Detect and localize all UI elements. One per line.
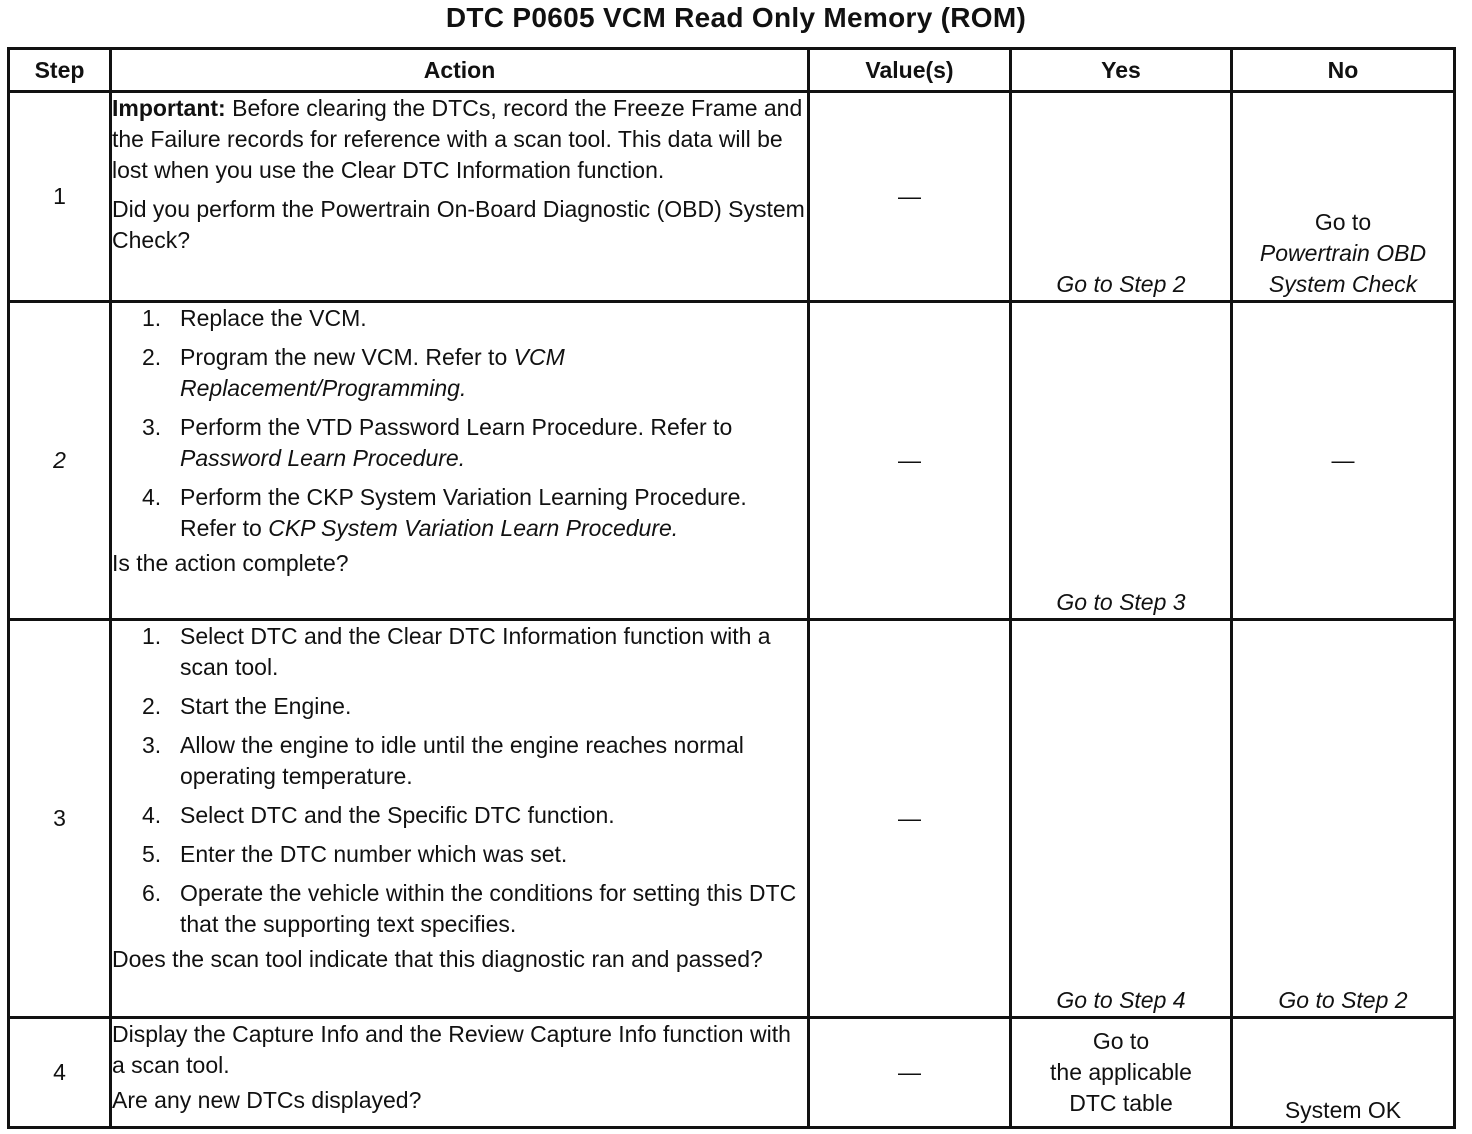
step-item-text: Program the new VCM. Refer to xyxy=(180,344,514,370)
step-number: 3 xyxy=(9,620,111,1018)
step-item-text: Perform the CKP System Variation Learning Procedure. Refer to xyxy=(180,484,747,541)
value-cell: — xyxy=(809,620,1011,1018)
value-cell: — xyxy=(809,302,1011,620)
header-step: Step xyxy=(9,49,111,92)
header-no: No xyxy=(1232,49,1455,92)
important-note xyxy=(112,93,807,186)
step-item-text: Operate the vehicle within the conditions for setting this DTC that the supporting text specifies. xyxy=(180,880,797,937)
step-item-number: 2. xyxy=(142,693,162,719)
yes-cell xyxy=(1011,1018,1232,1128)
action-question: Are any new DTCs displayed? xyxy=(112,1087,422,1113)
step-number: 2 xyxy=(9,302,111,620)
no-line-2: Powertrain OBD System Check xyxy=(1259,240,1427,297)
yes-line-1: Go to xyxy=(1092,1028,1150,1054)
no-cell: — xyxy=(1232,302,1455,620)
header-row xyxy=(9,49,1455,92)
step-item-reference: CKP System Variation Learn Procedure. xyxy=(268,515,679,541)
yes-line-3: DTC table xyxy=(1069,1090,1173,1116)
table-row xyxy=(9,302,1455,620)
important-text: Before clearing the DTCs, record the Freeze Frame and the Failure records for reference with a scan tool. This data will be lost when you use the Clear DTC Information function. xyxy=(112,95,803,183)
action-cell xyxy=(111,92,809,302)
no-cell xyxy=(1232,92,1455,302)
step-item-text: Start the Engine. xyxy=(180,693,352,719)
yes-cell: Go to Step 2 xyxy=(1011,92,1232,302)
value-cell: — xyxy=(809,1018,1011,1128)
action-question: Is the action complete? xyxy=(112,550,349,576)
step-item-text: Replace the VCM. xyxy=(180,305,367,331)
yes-cell: Go to Step 3 xyxy=(1011,302,1232,620)
step-item-text: Perform the VTD Password Learn Procedure. Refer to xyxy=(180,414,733,440)
step-item-number: 1. xyxy=(142,305,162,331)
step-item-number: 3. xyxy=(142,732,162,758)
step-item-number: 4. xyxy=(142,484,162,510)
action-cell xyxy=(111,1018,809,1128)
action-step xyxy=(112,839,807,870)
step-item-reference: Password Learn Procedure. xyxy=(180,445,466,471)
no-cell: Go to Step 2 xyxy=(1232,620,1455,1018)
step-item-number: 5. xyxy=(142,841,162,867)
action-question: Did you perform the Powertrain On-Board Diagnostic (OBD) System Check? xyxy=(112,196,805,253)
step-item-number: 2. xyxy=(142,344,162,370)
step-item-reference: VCM Replacement/Programming. xyxy=(180,344,565,401)
table-row xyxy=(9,92,1455,302)
step-item-text: Enter the DTC number which was set. xyxy=(180,841,568,867)
step-item-text: Select DTC and the Specific DTC function. xyxy=(180,802,615,828)
no-line-1: Go to xyxy=(1314,209,1372,235)
table-row xyxy=(9,620,1455,1018)
step-number: 4 xyxy=(9,1018,111,1128)
action-cell xyxy=(111,620,809,1018)
step-item-number: 1. xyxy=(142,623,162,649)
step-item-number: 3. xyxy=(142,414,162,440)
dtc-table xyxy=(7,47,1456,1129)
step-item-text: Allow the engine to idle until the engine reaches normal operating temperature. xyxy=(180,732,744,789)
value-cell: — xyxy=(809,92,1011,302)
action-cell xyxy=(111,302,809,620)
action-step xyxy=(112,342,807,404)
step-number: 1 xyxy=(9,92,111,302)
action-step xyxy=(112,412,807,474)
action-steps xyxy=(112,303,807,544)
step-item-number: 6. xyxy=(142,880,162,906)
step-item-text: Select DTC and the Clear DTC Information function with a scan tool. xyxy=(180,623,771,680)
action-step xyxy=(112,800,807,831)
yes-cell: Go to Step 4 xyxy=(1011,620,1232,1018)
action-step xyxy=(112,878,807,940)
action-steps xyxy=(112,621,807,940)
action-question: Does the scan tool indicate that this diagnostic ran and passed? xyxy=(112,946,763,972)
header-action: Action xyxy=(111,49,809,92)
action-step xyxy=(112,482,807,544)
step-item-number: 4. xyxy=(142,802,162,828)
table-row xyxy=(9,1018,1455,1128)
page-title: DTC P0605 VCM Read Only Memory (ROM) xyxy=(445,2,1027,33)
header-values: Value(s) xyxy=(809,49,1011,92)
action-step xyxy=(112,730,807,792)
no-cell: System OK xyxy=(1232,1018,1455,1128)
action-step xyxy=(112,621,807,683)
action-text: Display the Capture Info and the Review Capture Info function with a scan tool. xyxy=(112,1021,791,1078)
action-step xyxy=(112,691,807,722)
yes-line-2: the applicable xyxy=(1050,1059,1192,1085)
header-yes: Yes xyxy=(1011,49,1232,92)
action-step xyxy=(112,303,807,334)
important-label: Important: xyxy=(112,95,226,121)
